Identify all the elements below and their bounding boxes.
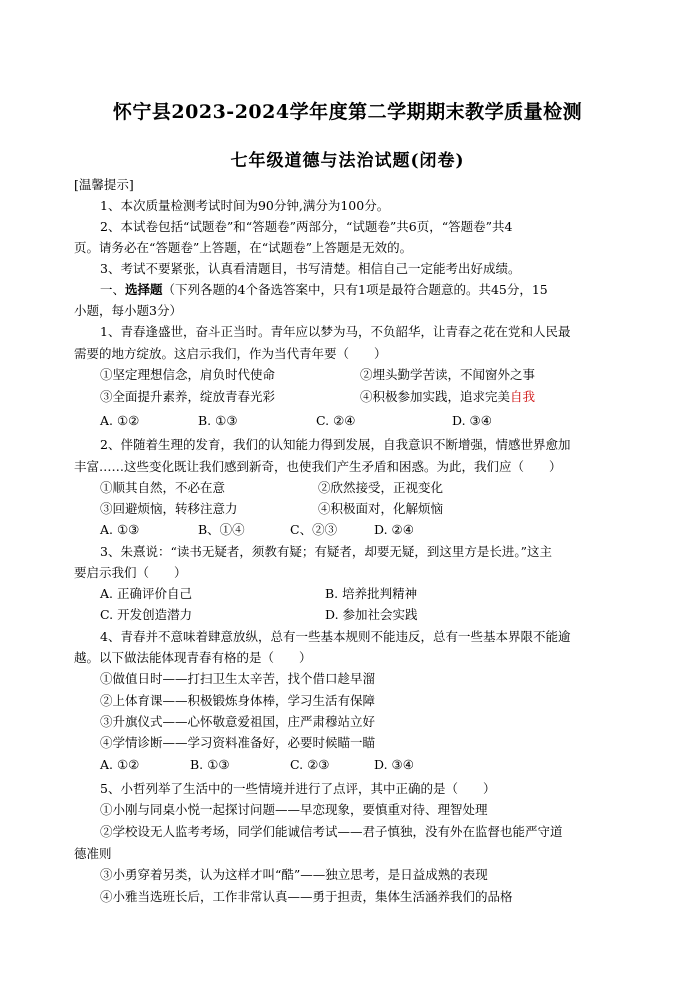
q4-stem-2: 越。以下做法能体现青春有格的是（ ） [74, 650, 312, 665]
notice-item-1: 1、本次质量检测考试时间为90分钟,满分为100分。 [100, 198, 390, 213]
q5-option-3: ③小勇穿着另类，认为这样才叫“酷”——独立思考，是日益成熟的表现 [100, 867, 488, 882]
q2-answer-d: D. ②④ [374, 522, 414, 537]
q2-option-2: ②欣然接受，正视变化 [318, 480, 444, 495]
q5-option-2-cont: 德准则 [74, 846, 112, 861]
q2-answer-a: A. ①③ [100, 522, 140, 537]
q5-option-1: ①小刚与同桌小悦一起探讨问题——早恋现象，要慎重对待、理智处理 [100, 802, 488, 817]
q1-option-3: ③全面提升素养，绽放青春光彩 [100, 389, 276, 404]
q3-answer-b: B. 培养批判精神 [325, 586, 418, 601]
q5-option-2: ②学校设无人监考考场，同学们能诚信考试——君子慎独，没有外在监督也能严守道 [100, 824, 563, 839]
q2-option-1: ①顺其自然，不必在意 [100, 480, 226, 495]
q4-answer-d: D. ③④ [374, 757, 414, 772]
q2-option-4: ④积极面对，化解烦恼 [318, 501, 444, 516]
q4-option-3: ③升旗仪式——心怀敬意爱祖国，庄严肃穆站立好 [100, 714, 376, 729]
q3-answer-a: A. 正确评价自己 [100, 586, 192, 601]
q4-option-2: ②上体育课——积极锻炼身体棒，学习生活有保障 [100, 693, 376, 708]
q5-option-4: ④小雅当选班长后，工作非常认真——勇于担责，集体生活涵养我们的品格 [100, 889, 513, 904]
q1-option-4-text: ④积极参加实践，追求完美 [360, 389, 511, 404]
section-heading-line2: 小题，每小题3分） [74, 303, 182, 318]
q1-option-1: ①坚定理想信念，肩负时代使命 [100, 367, 276, 382]
q1-answer-d: D. ③④ [452, 413, 492, 428]
section-heading-rest: （下列各题的4个备选答案中，只有1项是最符合题意的。共45分，15 [162, 282, 548, 297]
q4-answer-b: B. ①③ [190, 757, 230, 772]
section-heading-bold: 选择题 [125, 282, 163, 297]
section-prefix: 一、 [100, 282, 126, 297]
q2-option-3: ③回避烦恼，转移注意力 [100, 501, 238, 516]
q4-stem-1: 4、青春并不意味着肆意放纵，总有一些基本规则不能违反，总有一些基本界限不能逾 [100, 629, 571, 644]
q4-option-1: ①做值日时——打扫卫生太辛苦，找个借口趁早溜 [100, 671, 376, 686]
q1-option-4-red: 自我 [510, 389, 536, 404]
q3-stem-2: 要启示我们（ ） [74, 565, 187, 580]
q1-stem-1: 1、青春逢盛世，奋斗正当时。青年应以梦为马，不负韶华，让青春之花在党和人民最 [100, 324, 571, 339]
q5-stem: 5、小哲列举了生活中的一些情境并进行了点评，其中正确的是（ ） [100, 781, 496, 796]
q2-stem-2: 丰富……这些变化既让我们感到新奇，也使我们产生矛盾和困惑。为此，我们应（ ） [74, 459, 562, 474]
notice-item-2: 2、本试卷包括“试题卷”和“答题卷”两部分，“试题卷”共6页，“答题卷”共4 [100, 219, 513, 234]
q3-answer-c: C. 开发创造潜力 [100, 607, 193, 622]
q2-answer-c: C、②③ [290, 522, 338, 537]
notice-label: [温馨提示] [74, 177, 134, 192]
q1-option-4 [360, 388, 535, 405]
q1-answer-c: C. ②④ [316, 413, 356, 428]
q1-stem-2: 需要的地方绽放。这启示我们，作为当代青年要（ ） [74, 346, 387, 361]
q3-stem-1: 3、朱熹说：“读书无疑者，须教有疑；有疑者，却要无疑，到这里方是长进。”这主 [100, 544, 552, 559]
notice-item-3: 3、考试不要紧张，认真看清题目，书写清楚。相信自己一定能考出好成绩。 [100, 261, 521, 276]
q1-answer-b: B. ①③ [198, 413, 238, 428]
q4-answer-c: C. ②③ [290, 757, 330, 772]
q4-answer-a: A. ①② [100, 757, 140, 772]
q4-option-4: ④学情诊断——学习资料准备好，必要时候瞄一瞄 [100, 735, 376, 750]
q1-option-2: ②埋头勤学苦读，不闻窗外之事 [360, 367, 536, 382]
notice-item-2-cont: 页。请务必在“答题卷”上答题，在“试题卷”上答题是无效的。 [74, 240, 413, 255]
q3-answer-d: D. 参加社会实践 [325, 607, 418, 622]
exam-subtitle: 七年级道德与法治试题(闭卷) [230, 151, 465, 171]
exam-title: 怀宁县2023-2024学年度第二学期期末教学质量检测 [112, 101, 583, 123]
q2-stem-1: 2、伴随着生理的发育，我们的认知能力得到发展，自我意识不断增强，情感世界愈加 [100, 437, 571, 452]
q2-answer-b: B、①④ [198, 522, 245, 537]
section-heading [100, 281, 548, 298]
q1-answer-a: A. ①② [100, 413, 140, 428]
